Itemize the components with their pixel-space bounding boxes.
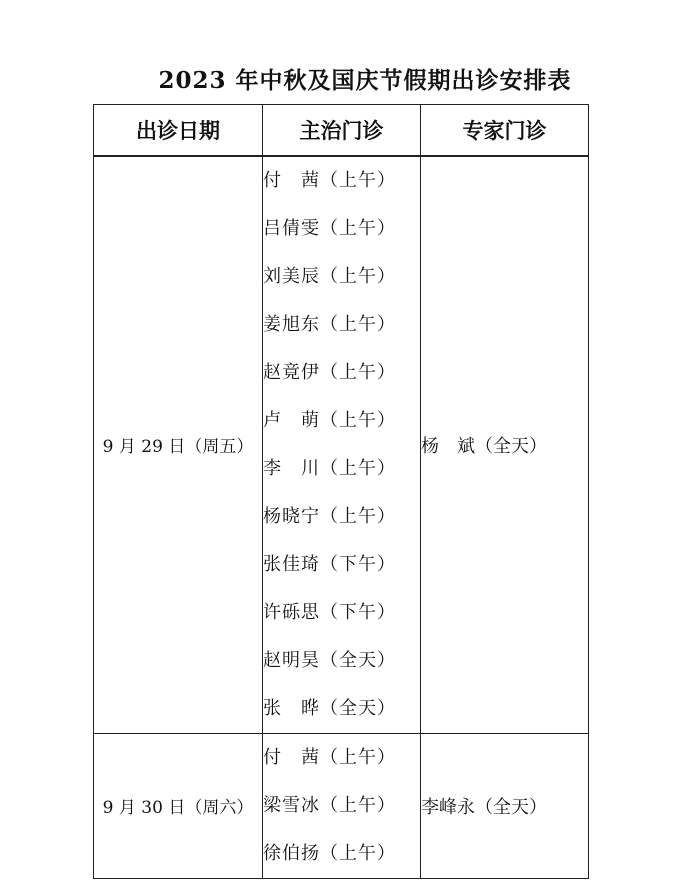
schedule-table	[93, 104, 589, 879]
attending-doctor: 张佳琦（下午）	[263, 553, 396, 575]
attending-doctor: 赵明昊（全天）	[263, 649, 396, 671]
attending-doctor: 李 川（上午）	[263, 457, 396, 479]
attending-doctor: 吕倩雯（上午）	[263, 217, 396, 239]
header-row	[94, 105, 589, 156]
table-row	[94, 733, 589, 878]
header-expert: 专家门诊	[421, 105, 589, 156]
attending-doctor: 姜旭东（上午）	[263, 313, 396, 335]
attending-cell	[263, 733, 421, 878]
page-title: 2023 年中秋及国庆节假期出诊安排表	[158, 67, 572, 94]
attending-doctor: 张 晔（全天）	[263, 697, 396, 719]
date-cell: 9 月 29 日（周五）	[94, 156, 263, 734]
attending-doctor: 卢 萌（上午）	[263, 409, 396, 431]
attending-doctor: 付 茜（上午）	[263, 746, 396, 768]
expert-cell: 李峰永（全天）	[421, 733, 589, 878]
table-row	[94, 156, 589, 734]
schedule-body	[94, 156, 589, 879]
attending-doctor: 杨晓宁（上午）	[263, 505, 396, 527]
header-attending: 主治门诊	[263, 105, 421, 156]
attending-doctor: 赵竟伊（上午）	[263, 361, 396, 383]
header-date: 出诊日期	[94, 105, 263, 156]
attending-doctor: 刘美辰（上午）	[263, 265, 396, 287]
attending-doctor: 梁雪冰（上午）	[263, 794, 396, 816]
attending-doctor: 许砾思（下午）	[263, 601, 396, 623]
date-cell: 9 月 30 日（周六）	[94, 733, 263, 878]
attending-doctor: 徐伯扬（上午）	[263, 842, 396, 864]
attending-doctor: 付 茜（上午）	[263, 169, 396, 191]
attending-cell	[263, 156, 421, 734]
expert-cell: 杨 斌（全天）	[421, 156, 589, 734]
